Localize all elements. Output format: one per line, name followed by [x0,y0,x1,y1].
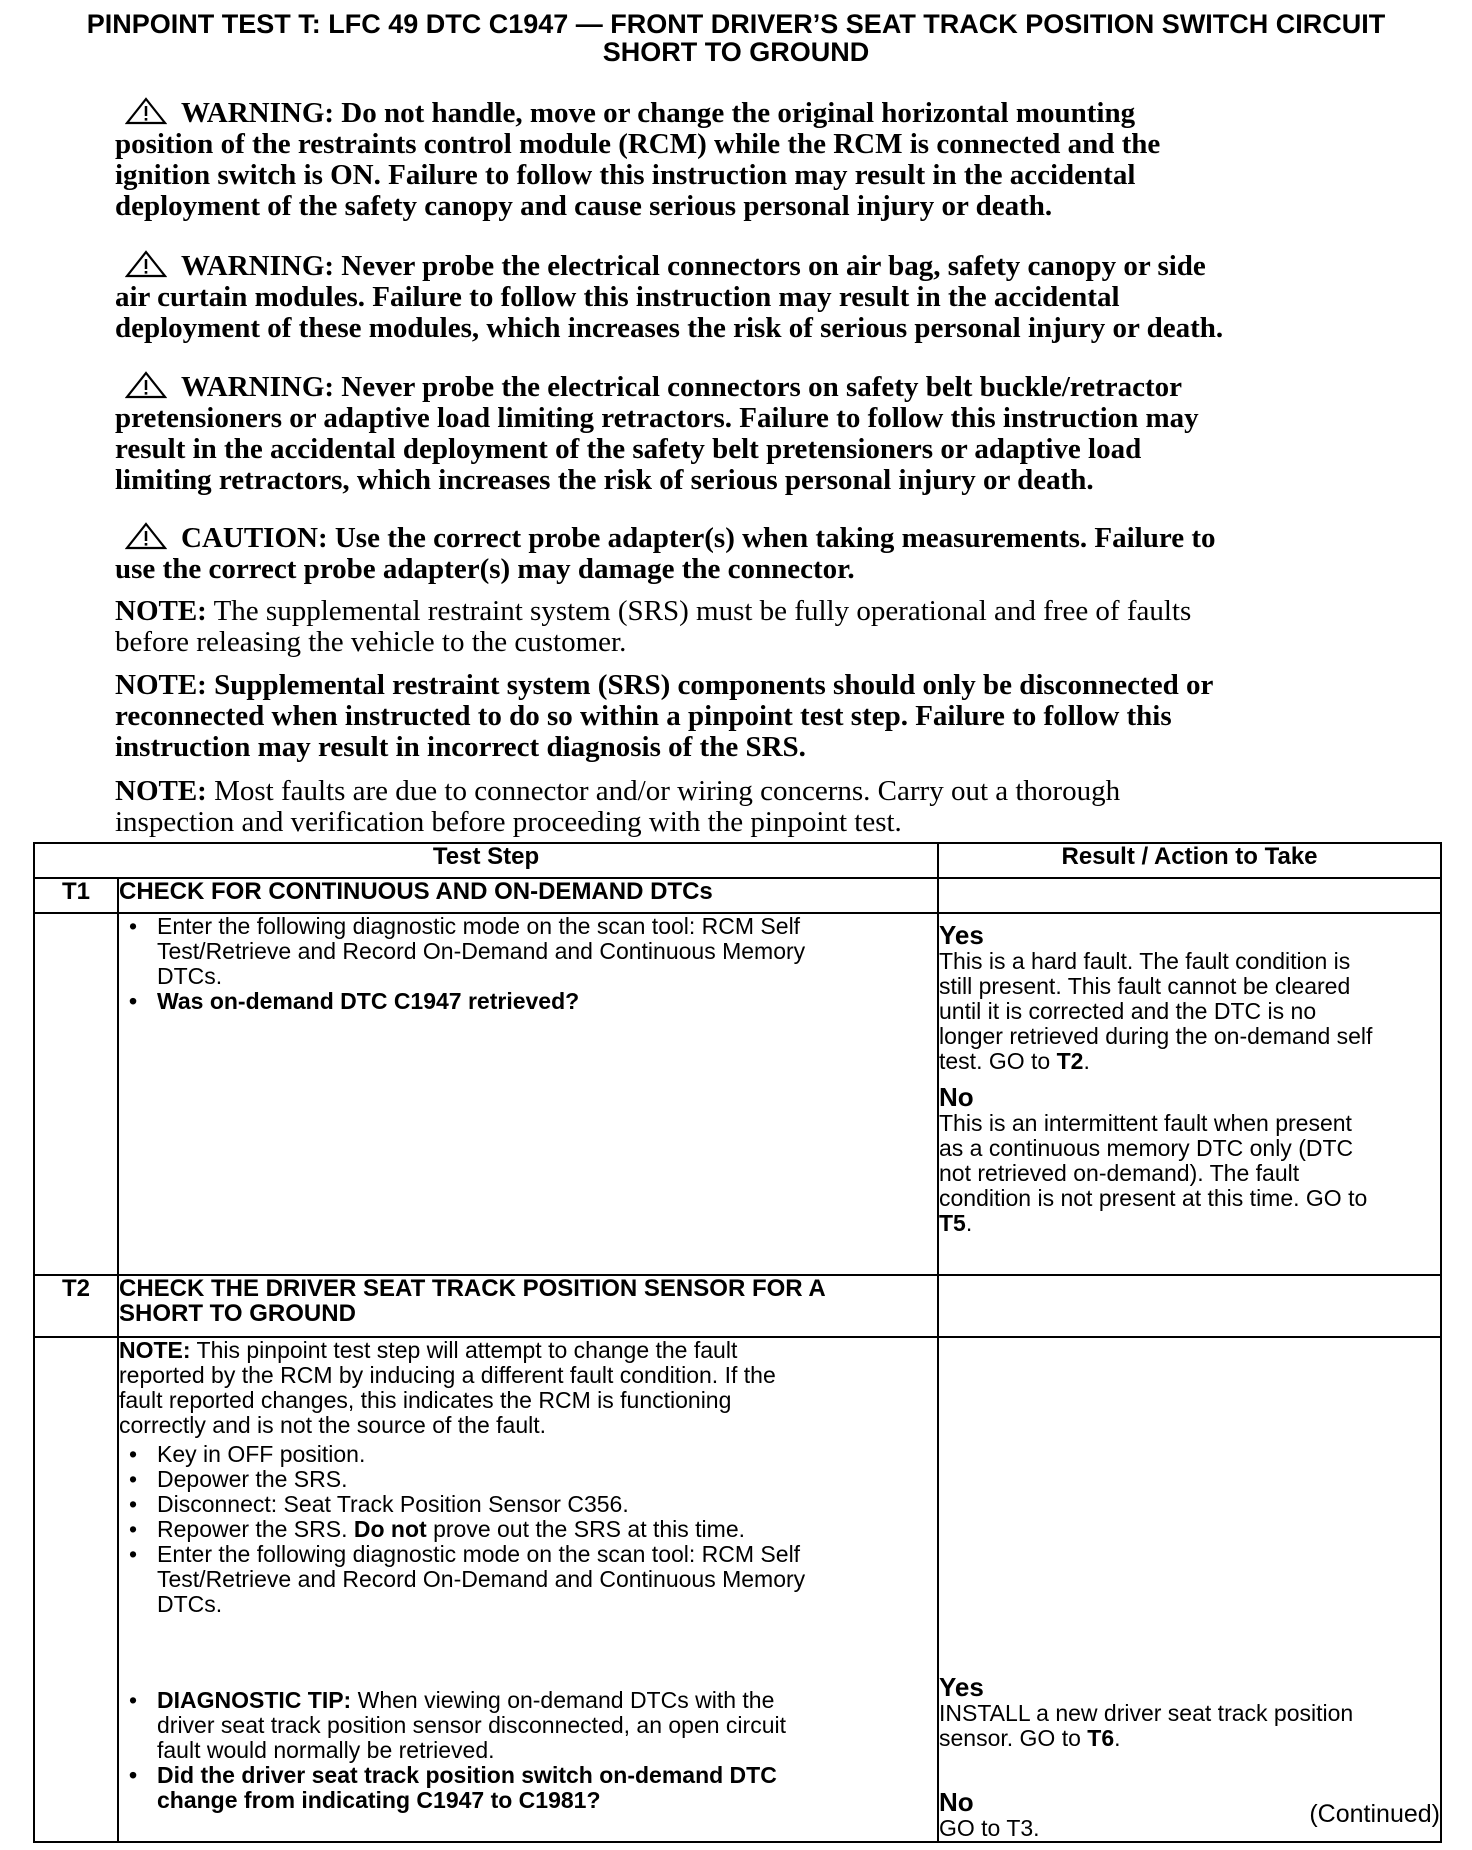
list-item [119,1517,937,1542]
goto-t5-link[interactable]: T5 [939,1210,966,1236]
t2-do-not: Do not [353,1516,427,1542]
result-cell-t1 [938,913,1441,1275]
caution-probe-adapter [115,522,1355,585]
diagnostic-tip-label: DIAGNOSTIC TIP: [157,1687,352,1713]
t1-no-line-2: as a continuous memory DTC only (DTC [939,1135,1354,1161]
result-no-label: No [939,1082,974,1112]
note-3-line-1: Most faults are due to connector and/or wiring concerns. Carry out a thorough [206,775,1121,807]
step-number-t2: T2 [34,1275,118,1337]
t1-no-line-4: condition is not present at this time. GO to [939,1185,1368,1211]
result-cell-t1-top [938,878,1441,913]
result-cell-t2-top [938,1275,1441,1337]
period: . [965,1210,973,1236]
goto-t6-link[interactable]: T6 [1087,1725,1115,1751]
warning-triangle-icon [125,97,167,125]
note-2-line-1: NOTE: Supplemental restraint system (SRS) components should only be disconnected or [115,669,1214,701]
t2-yes-line-1: INSTALL a new driver seat track position [939,1700,1354,1726]
bullet: • [129,1541,138,1567]
warning-3-line-3: result in the accidental deployment of the safety belt pretensioners or adaptive load [115,433,1142,465]
t2-title-row [34,1275,1441,1337]
warning-1-line-2: position of the restraints control module (RCM) while the RCM is connected and the [115,128,1161,160]
t2-tip-line-2: driver seat track position sensor disconnected, an open circuit [157,1712,786,1738]
warning-3-line-4: limiting retractors, which increases the risk of serious personal injury or death. [115,464,1094,496]
note-1-line-2: before releasing the vehicle to the customer. [115,626,627,658]
bullet: • [129,988,138,1014]
t1-body-row [34,913,1441,1275]
title-line-2: SHORT TO GROUND [602,37,870,67]
bullet: • [129,913,138,939]
t2-note-line-1: This pinpoint test step will attempt to change the fault [190,1337,738,1363]
note-srs-components [115,670,1355,763]
t1-yes-line-3: until it is corrected and the DTC is no [939,998,1317,1024]
warning-probe-modules [115,250,1355,344]
warning-1-line-3: ignition switch is ON. Failure to follow this instruction may result in the accidental [115,159,1136,191]
result-yes-label: Yes [939,1672,984,1702]
t1-title-row [34,878,1441,913]
goto-t3-text: GO to T3. [939,1815,1040,1841]
t2-note-line-2: reported by the RCM by inducing a different fault condition. If the [119,1362,776,1388]
caution-line-2: use the correct probe adapter(s) may damage the connector. [115,553,855,585]
test-step-table [33,842,1442,1843]
step-title-t2-line-2: SHORT TO GROUND [119,1300,356,1327]
warning-triangle-icon [125,371,167,399]
t2-bullet-5-line-3: DTCs. [157,1591,223,1617]
caution-triangle-icon [125,522,167,550]
bullet: • [129,1762,138,1788]
t2-tip-line-1: When viewing on-demand DTCs with the [351,1687,775,1713]
step-title-t1 [118,878,938,913]
result-no-label: No [939,1787,974,1817]
step-number-spacer [34,1337,118,1842]
step-number-spacer [34,913,118,1275]
warning-2-line-2: air curtain modules. Failure to follow this instruction may result in the accidental [115,281,1120,313]
t1-bullet-1-line-1: Enter the following diagnostic mode on the scan tool: RCM Self [157,913,801,939]
t2-bullet-repower-end: prove out the SRS at this time. [426,1516,746,1542]
list-item [119,1467,937,1492]
t1-yes-line-2: still present. This fault cannot be cleared [939,973,1351,999]
t1-question: Was on-demand DTC C1947 retrieved? [157,988,580,1014]
note-label: NOTE: [119,1337,191,1363]
step-title-t2 [118,1275,938,1337]
result-yes-label: Yes [939,920,984,950]
step-number-t1: T1 [34,878,118,913]
warning-1-line-1: WARNING: Do not handle, move or change the original horizontal mounting [181,97,1136,129]
t2-bullet-key-off: Key in OFF position. [157,1441,366,1467]
t2-yes-line-2: sensor. GO to [939,1725,1088,1751]
note-2-line-2: reconnected when instructed to do so within a pinpoint test step. Failure to follow this [115,700,1172,732]
t2-question-line-1: Did the driver seat track position switch on-demand DTC [157,1762,777,1788]
note-2-line-3: instruction may result in incorrect diagnosis of the SRS. [115,731,806,763]
page-title [30,10,1442,66]
step-title-t1-text: CHECK FOR CONTINUOUS AND ON-DEMAND DTCs [119,878,713,905]
continued-label: (Continued) [1309,1800,1440,1828]
step-body-t1 [118,913,938,1275]
warning-2-line-1: WARNING: Never probe the electrical connectors on air bag, safety canopy or side [181,250,1206,282]
warning-probe-pretensioners [115,371,1355,496]
bullet: • [129,1466,138,1492]
table-header-row [34,843,1441,878]
bullet: • [129,1687,138,1713]
list-item [119,914,937,989]
t2-bullet-repower: Repower the SRS. [157,1516,354,1542]
t2-bullet-disconnect: Disconnect: Seat Track Position Sensor C356. [157,1491,629,1517]
step-title-t2-line-1: CHECK THE DRIVER SEAT TRACK POSITION SENSOR FOR A [119,1275,826,1302]
warning-rcm-mounting [115,97,1355,222]
warning-2-line-3: deployment of these modules, which increases the risk of serious personal injury or death. [115,312,1224,344]
list-item [119,1542,937,1617]
t2-body-row [34,1337,1441,1842]
bullet: • [129,1441,138,1467]
note-3-line-2: inspection and verification before proceeding with the pinpoint test. [115,806,902,838]
bullet: • [129,1491,138,1517]
t1-no-line-1: This is an intermittent fault when present [939,1110,1352,1136]
list-item [119,1442,937,1467]
list-item [119,1492,937,1517]
list-item [119,989,937,1014]
header-test-step: Test Step [34,843,938,878]
period: . [1114,1725,1121,1751]
warning-3-line-2: pretensioners or adaptive load limiting retractors. Failure to follow this instruction may [115,402,1199,434]
t2-tip-line-3: fault would normally be retrieved. [157,1737,495,1763]
note-1-line-1: The supplemental restraint system (SRS) must be fully operational and free of faults [206,595,1192,627]
t1-no-line-3: not retrieved on-demand). The fault [939,1160,1300,1186]
t2-bullet-depower: Depower the SRS. [157,1466,348,1492]
t1-yes-line-1: This is a hard fault. The fault condition is [939,948,1351,974]
t2-question-line-2: change from indicating C1947 to C1981? [157,1787,601,1813]
note-srs-operational [115,596,1355,658]
result-cell-t2 [938,1337,1441,1842]
note-label: NOTE: [115,775,207,807]
t1-yes-line-4: longer retrieved during the on-demand self [939,1023,1373,1049]
list-item [119,1688,937,1763]
header-result-action: Result / Action to Take [938,843,1441,878]
t2-bullet-5-line-2: Test/Retrieve and Record On-Demand and Continuous Memory [157,1566,806,1592]
t2-bullet-5-line-1: Enter the following diagnostic mode on the scan tool: RCM Self [157,1541,801,1567]
t1-bullet-1-line-2: Test/Retrieve and Record On-Demand and Continuous Memory [157,938,806,964]
goto-t2-link[interactable]: T2 [1056,1048,1084,1074]
warning-1-line-4: deployment of the safety canopy and cause serious personal injury or death. [115,190,1053,222]
title-line-1: PINPOINT TEST T: LFC 49 DTC C1947 — FRONT DRIVER’S SEAT TRACK POSITION SWITCH CIRCUIT [86,9,1386,39]
t1-yes-line-5: test. GO to [939,1048,1057,1074]
period: . [1083,1048,1090,1074]
bullet: • [129,1516,138,1542]
t2-note-line-4: correctly and is not the source of the fault. [119,1412,547,1438]
t1-bullet-1-line-3: DTCs. [157,963,223,989]
caution-line-1: CAUTION: Use the correct probe adapter(s) when taking measurements. Failure to [181,522,1216,554]
t2-note-line-3: fault reported changes, this indicates the RCM is functioning [119,1387,732,1413]
step-body-t2 [118,1337,938,1842]
note-label: NOTE: [115,595,207,627]
list-item [119,1763,937,1813]
warning-triangle-icon [125,250,167,278]
warning-3-line-1: WARNING: Never probe the electrical connectors on safety belt buckle/retractor [181,371,1183,403]
note-faults-wiring [115,776,1355,838]
